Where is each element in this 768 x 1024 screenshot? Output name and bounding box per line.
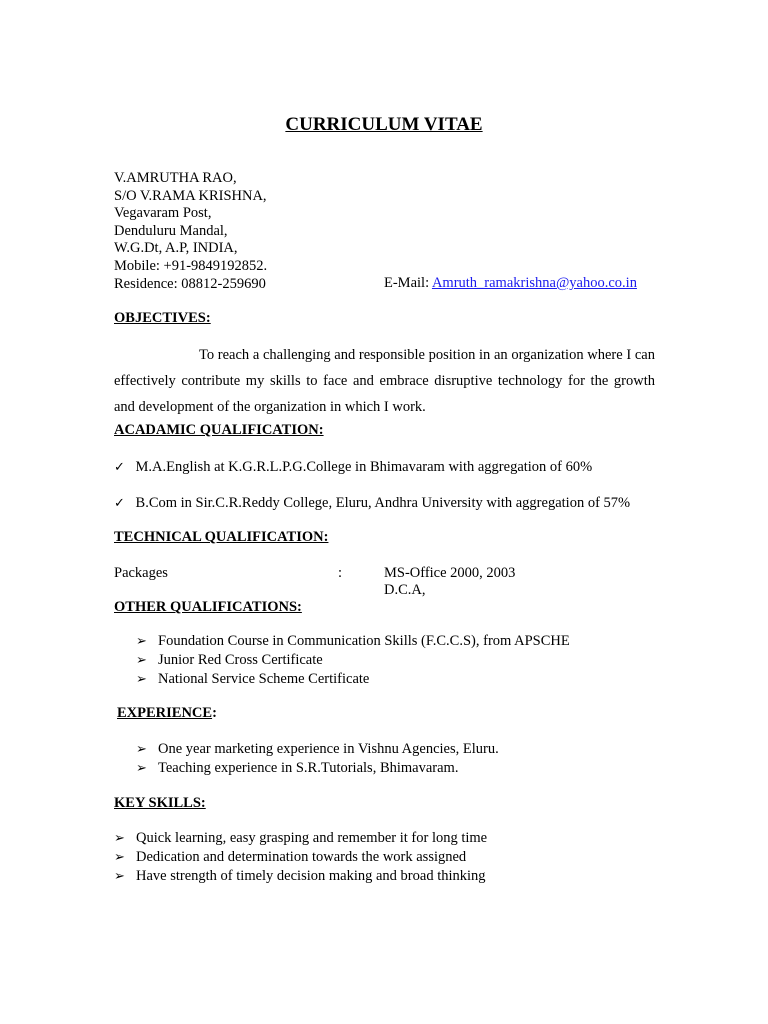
arrowhead-bullet-icon: ➢ (136, 652, 147, 667)
check-mark-icon: ✓ (114, 459, 125, 474)
academic-heading: ACADAMIC QUALIFICATION: (114, 422, 324, 438)
email-label: E-Mail: (384, 275, 430, 291)
arrowhead-bullet-icon: ➢ (136, 633, 147, 648)
list-item (136, 633, 570, 650)
arrowhead-bullet-icon: ➢ (136, 741, 147, 756)
mobile-line: Mobile: +91-9849192852. (114, 257, 268, 274)
check-mark-icon: ✓ (114, 495, 125, 510)
email-row (384, 275, 637, 292)
arrowhead-bullet-icon: ➢ (136, 671, 147, 686)
other-item: National Service Scheme Certificate (158, 671, 370, 687)
objectives-text: To reach a challenging and responsible position in an organization where I can effectively contribute my skills to face and embrace disruptive technology for the growth and development of the organization in which I work. (114, 347, 655, 415)
other-heading: OTHER QUALIFICATIONS: (114, 599, 302, 615)
arrowhead-bullet-icon: ➢ (114, 868, 125, 883)
arrowhead-bullet-icon: ➢ (136, 760, 147, 775)
list-item (114, 830, 487, 847)
residence-line: Residence: 08812-259690 (114, 275, 266, 292)
list-item (136, 652, 323, 669)
packages-label: Packages (114, 565, 168, 581)
experience-heading-text: EXPERIENCE (117, 705, 213, 721)
list-item (136, 760, 458, 777)
list-item (114, 459, 592, 476)
arrowhead-bullet-icon: ➢ (114, 849, 125, 864)
academic-item: M.A.English at K.G.R.L.P.G.College in Bhimavaram with aggregation of 60% (135, 459, 593, 475)
list-item (136, 671, 369, 688)
list-item (114, 868, 486, 885)
document-title: CURRICULUM VITAE (285, 114, 483, 135)
experience-heading (117, 705, 217, 722)
list-item (136, 741, 499, 758)
address-line: Denduluru Mandal, (114, 222, 228, 239)
packages-separator: : (338, 565, 343, 581)
arrowhead-bullet-icon: ➢ (114, 830, 125, 845)
skill-item: Quick learning, easy grasping and remember it for long time (136, 830, 488, 846)
email-link[interactable]: Amruth_ramakrishna@yahoo.co.in (431, 275, 637, 291)
address-block (114, 170, 267, 293)
experience-item: One year marketing experience in Vishnu Agencies, Eluru. (158, 741, 499, 757)
list-item (114, 849, 466, 866)
packages-value: MS-Office 2000, 2003 (384, 565, 516, 581)
objectives-heading: OBJECTIVES: (114, 310, 211, 326)
list-item (114, 495, 630, 512)
skills-heading: KEY SKILLS: (114, 795, 206, 811)
experience-heading-colon: : (212, 705, 217, 721)
address-line: S/O V.RAMA KRISHNA, (114, 187, 267, 204)
address-line: V.AMRUTHA RAO, (114, 170, 237, 186)
other-item: Foundation Course in Communication Skills (F.C.C.S), from APSCHE (158, 633, 570, 649)
address-line: W.G.Dt, A.P, INDIA, (114, 240, 238, 257)
other-item: Junior Red Cross Certificate (158, 652, 323, 668)
packages-value: D.C.A, (384, 582, 426, 598)
academic-item: B.Com in Sir.C.R.Reddy College, Eluru, Andhra University with aggregation of 57% (135, 495, 631, 511)
address-line: Vegavaram Post, (114, 205, 212, 222)
skill-item: Have strength of timely decision making and broad thinking (136, 868, 486, 884)
experience-item: Teaching experience in S.R.Tutorials, Bhimavaram. (158, 760, 459, 776)
skill-item: Dedication and determination towards the work assigned (136, 849, 467, 865)
technical-heading: TECHNICAL QUALIFICATION: (114, 529, 329, 545)
